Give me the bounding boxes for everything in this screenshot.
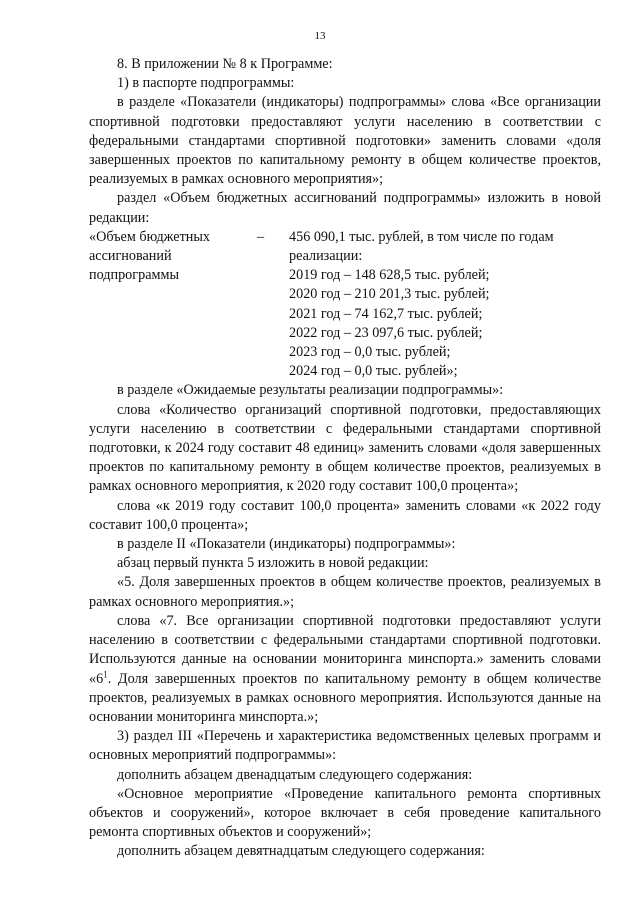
- paragraph-subitem-1: 1) в паспорте подпрограммы:: [117, 75, 295, 92]
- budget-total: 456 090,1 тыс. рублей, в том числе по годам реализации:: [289, 228, 554, 265]
- budget-year-2020: 2020 год – 210 201,3 тыс. рублей;: [289, 286, 490, 303]
- paragraph-section-3: 3) раздел III «Перечень и характеристика ведомственных целевых программ и основных мероприятий подпрограммы»:: [89, 728, 601, 764]
- budget-year-2021: 2021 год – 74 162,7 тыс. рублей;: [289, 305, 483, 322]
- paragraph-replace-words-1: слова «Количество организаций спортивной подготовки, предоставляющих услуги населению в соответствии с федеральными стандартами спортивной подготовки, к 2024 году составит 48 единиц» заменить словами «доля завершенных проектов по капитальному ремонту в общем количестве проектов, реализуемых в рамках основного мероприятия, к 2020 году составит 100,0 процента»;: [89, 401, 601, 495]
- paragraph-add-19: дополнить абзацем девятнадцатым следующего содержания:: [117, 843, 485, 860]
- budget-table: [89, 228, 601, 382]
- budget-label: «Объем бюджетных ассигнований подпрограммы: [89, 228, 211, 284]
- paragraph-add-12: дополнить абзацем двенадцатым следующего содержания:: [117, 766, 473, 783]
- paragraph-replace-words-3: [89, 612, 601, 727]
- paragraph-clause-5: абзац первый пункта 5 изложить в новой редакции:: [117, 555, 429, 572]
- paragraph-clause-5-text: «5. Доля завершенных проектов в общем количестве проектов, реализуемых в рамках основного мероприятия.»;: [89, 574, 601, 610]
- paragraph-main-activity: «Основное мероприятие «Проведение капитального ремонта спортивных объектов и сооружений», которое включает в себя проведение капитального ремонта спортивных объектов и сооружений»;: [89, 785, 601, 841]
- paragraph-indicators: в разделе «Показатели (индикаторы) подпрограммы» слова «Все организации спортивной подготовки предоставляют услуги населению в соответствии с федеральными стандартами спортивной подготовки» заменить словами «доля завершенных проектов по капитальному ремонту в общем количестве проектов, реализуемых в рамках основного мероприятия»;: [89, 94, 601, 188]
- budget-year-2019: 2019 год – 148 628,5 тыс. рублей;: [289, 267, 490, 284]
- document-body: [89, 55, 601, 862]
- budget-year-2024: 2024 год – 0,0 тыс. рублей»;: [289, 363, 458, 380]
- text-part: слова «7. Все организации спортивной подготовки предоставляют услуги населению в соответствии с федеральными стандартами спортивной подготовки. Используются данные на основании мониторинга минспорта.» заменить словами «6: [89, 612, 601, 687]
- superscript: 1: [103, 668, 108, 679]
- paragraph-item-8: 8. В приложении № 8 к Программе:: [117, 56, 333, 72]
- page-number: 13: [314, 30, 326, 42]
- budget-year-2023: 2023 год – 0,0 тыс. рублей;: [289, 344, 451, 361]
- paragraph-section-2: в разделе II «Показатели (индикаторы) подпрограммы»:: [117, 536, 456, 553]
- budget-values: [289, 228, 601, 382]
- paragraph-replace-words-2: слова «к 2019 году составит 100,0 процента» заменить словами «к 2022 году составит 100,0 процента»;: [89, 497, 601, 533]
- budget-dash: –: [257, 228, 265, 245]
- budget-year-2022: 2022 год – 23 097,6 тыс. рублей;: [289, 324, 483, 341]
- paragraph-expected-results: в разделе «Ожидаемые результаты реализации подпрограммы»:: [117, 382, 504, 399]
- budget-row: [89, 228, 601, 382]
- paragraph-budget-intro: раздел «Объем бюджетных ассигнований подпрограммы» изложить в новой редакции:: [89, 190, 601, 226]
- text-part: . Доля завершенных проектов по капитальному ремонту в общем количестве проектов, реализуемых в рамках основного мероприятия. Используются данные на основании мониторинга минспорта.»;: [89, 670, 601, 725]
